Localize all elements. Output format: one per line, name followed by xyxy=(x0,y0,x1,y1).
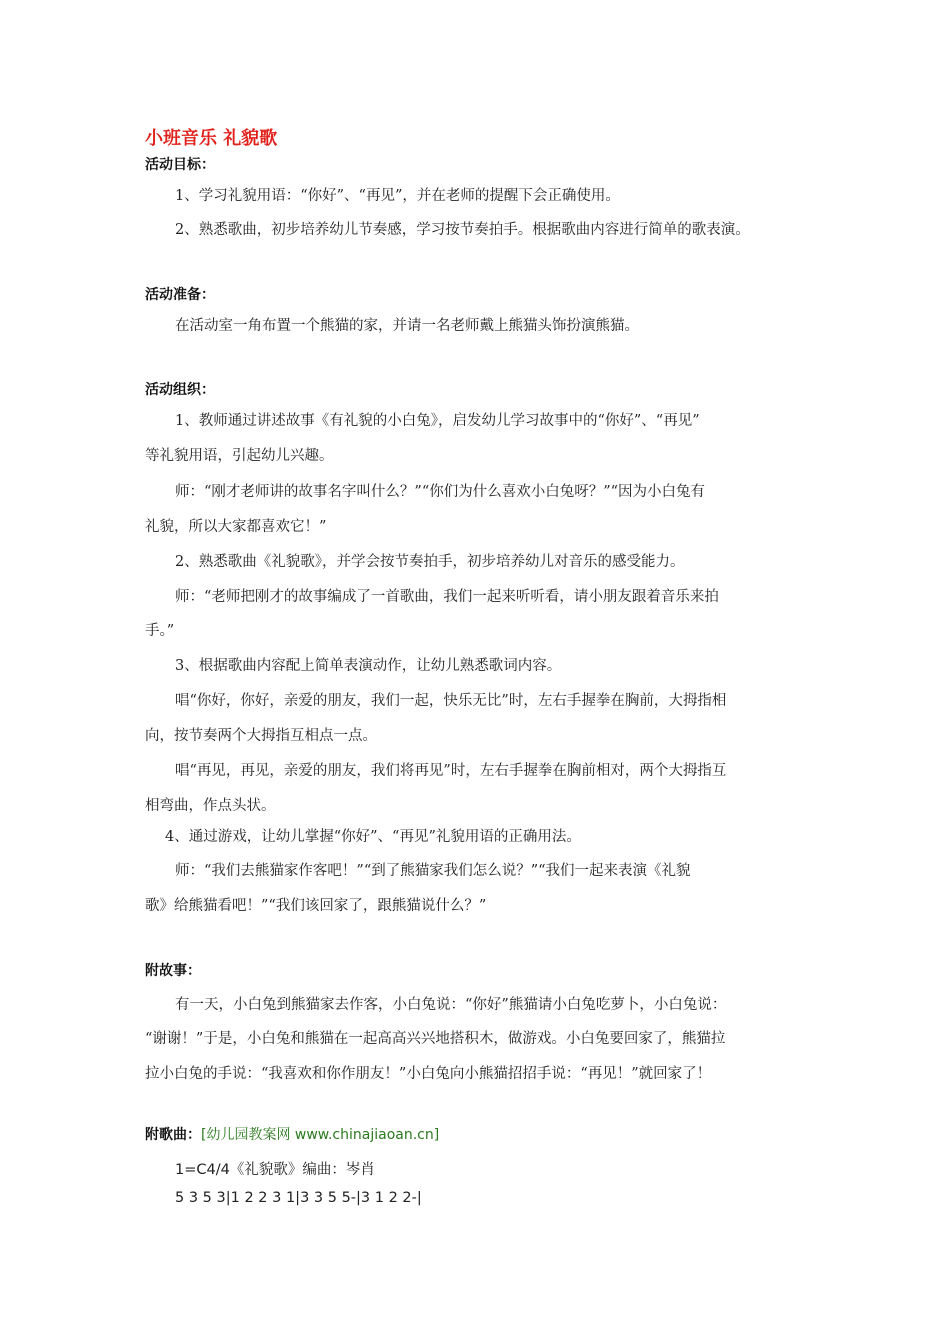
song-notation-line: 5 3 5 3|1 2 2 3 1|3 3 5 5-|3 1 2 2-| xyxy=(175,1190,422,1206)
document-title: 小班音乐 礼貌歌 xyxy=(145,128,278,149)
org-line-14: 师：“我们去熊猫家作客吧！”“到了熊猫家我们怎么说？”“我们一起来表演《礼貌 xyxy=(175,863,691,879)
song-heading-row xyxy=(145,1124,439,1144)
org-line-8: 3、根据歌曲内容配上简单表演动作，让幼儿熟悉歌词内容。 xyxy=(175,658,562,674)
org-line-9: 唱“你好，你好，亲爱的朋友，我们一起，快乐无比”时，左右手握拳在胸前，大拇指相 xyxy=(175,693,727,709)
story-heading: 附故事： xyxy=(145,963,201,979)
prep-line-1: 在活动室一角布置一个熊猫的家，并请一名老师戴上熊猫头饰扮演熊猫。 xyxy=(175,318,639,334)
song-heading: 附歌曲： xyxy=(145,1127,201,1143)
org-line-11: 唱“再见，再见，亲爱的朋友，我们将再见”时，左右手握拳在胸前相对，两个大拇指互 xyxy=(175,763,727,779)
org-line-1: 1、教师通过讲述故事《有礼貌的小白兔》，启发幼儿学习故事中的“你好”、“再见” xyxy=(175,413,700,429)
prep-heading: 活动准备： xyxy=(145,287,215,303)
source-link[interactable]: [幼儿园教案网 www.chinajiaoan.cn] xyxy=(201,1127,440,1143)
org-line-2: 等礼貌用语，引起幼儿兴趣。 xyxy=(145,448,334,464)
org-line-7: 手。” xyxy=(145,623,175,639)
story-line-2: “谢谢！”于是，小白兔和熊猫在一起高高兴兴地搭积木，做游戏。小白兔要回家了，熊猫拉 xyxy=(145,1031,726,1047)
org-line-13: 4、通过游戏，让幼儿掌握“你好”、“再见”礼貌用语的正确用法。 xyxy=(165,829,581,845)
story-line-1: 有一天，小白兔到熊猫家去作客，小白兔说：“你好”熊猫请小白兔吃萝卜，小白兔说： xyxy=(175,997,727,1013)
org-line-15: 歌》给熊猫看吧！”“我们该回家了，跟熊猫说什么？” xyxy=(145,898,487,914)
song-key-line: 1=C4/4《礼貌歌》编曲：岑肖 xyxy=(175,1162,375,1178)
story-line-3: 拉小白兔的手说：“我喜欢和你作朋友！”小白兔向小熊猫招招手说：“再见！”就回家了！ xyxy=(145,1066,712,1082)
org-line-6: 师：“老师把刚才的故事编成了一首歌曲，我们一起来听听看，请小朋友跟着音乐来拍 xyxy=(175,589,719,605)
org-line-12: 相弯曲，作点头状。 xyxy=(145,798,276,814)
goals-heading: 活动目标： xyxy=(145,157,215,173)
org-line-5: 2、熟悉歌曲《礼貌歌》，并学会按节奏拍手，初步培养幼儿对音乐的感受能力。 xyxy=(175,554,685,570)
org-heading: 活动组织： xyxy=(145,382,215,398)
goals-line-1: 1、学习礼貌用语：“你好”、“再见”，并在老师的提醒下会正确使用。 xyxy=(175,188,620,204)
org-line-4: 礼貌，所以大家都喜欢它！” xyxy=(145,519,327,535)
org-line-3: 师：“刚才老师讲的故事名字叫什么？”“你们为什么喜欢小白兔呀？”“因为小白兔有 xyxy=(175,484,706,500)
org-line-10: 向，按节奏两个大拇指互相点一点。 xyxy=(145,728,377,744)
goals-line-2: 2、熟悉歌曲，初步培养幼儿节奏感，学习按节奏拍手。根据歌曲内容进行简单的歌表演。 xyxy=(175,222,750,238)
